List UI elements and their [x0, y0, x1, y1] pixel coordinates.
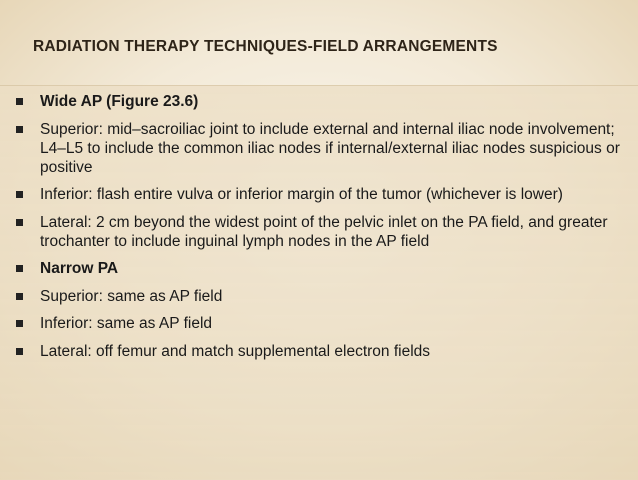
bullet-text: Inferior: same as AP field	[40, 315, 213, 332]
square-bullet-icon	[16, 320, 23, 327]
bullet-item-inferior-pa	[14, 314, 624, 333]
bullet-item-superior-pa	[14, 287, 624, 306]
bullet-text: Lateral: 2 cm beyond the widest point of the pelvic inlet on the PA field, and greater trochanter to include inguinal lymph nodes in the AP field	[40, 213, 608, 250]
bullet-item-superior	[14, 120, 624, 177]
square-bullet-icon	[16, 293, 23, 300]
bullet-item-lateral	[14, 213, 624, 251]
bullet-item-wide-ap	[14, 92, 624, 111]
square-bullet-icon	[16, 191, 23, 198]
bullet-text: Wide AP (Figure 23.6)	[40, 93, 199, 110]
square-bullet-icon	[16, 348, 23, 355]
square-bullet-icon	[16, 98, 23, 105]
bullet-text: Superior: same as AP field	[40, 287, 223, 305]
bullet-item-narrow-pa	[14, 259, 624, 278]
square-bullet-icon	[16, 265, 23, 272]
square-bullet-icon	[16, 126, 23, 133]
bullet-item-inferior	[14, 185, 624, 204]
bullet-list	[14, 92, 624, 369]
bullet-text: Lateral: off femur and match supplemental electron fields	[40, 342, 431, 360]
bullet-text: Superior: mid–sacroiliac joint to include external and internal iliac node involvement; L4–L5 to include the common iliac nodes if internal/external iliac nodes suspicious or positive	[40, 120, 620, 176]
slide-title: RADIATION THERAPY TECHNIQUES-FIELD ARRANGEMENTS	[33, 38, 498, 55]
bullet-text: Narrow PA	[40, 260, 119, 277]
bullet-text: Inferior: flash entire vulva or inferior margin of the tumor (whichever is lower)	[40, 186, 563, 203]
bullet-item-lateral-pa	[14, 342, 624, 361]
square-bullet-icon	[16, 219, 23, 226]
